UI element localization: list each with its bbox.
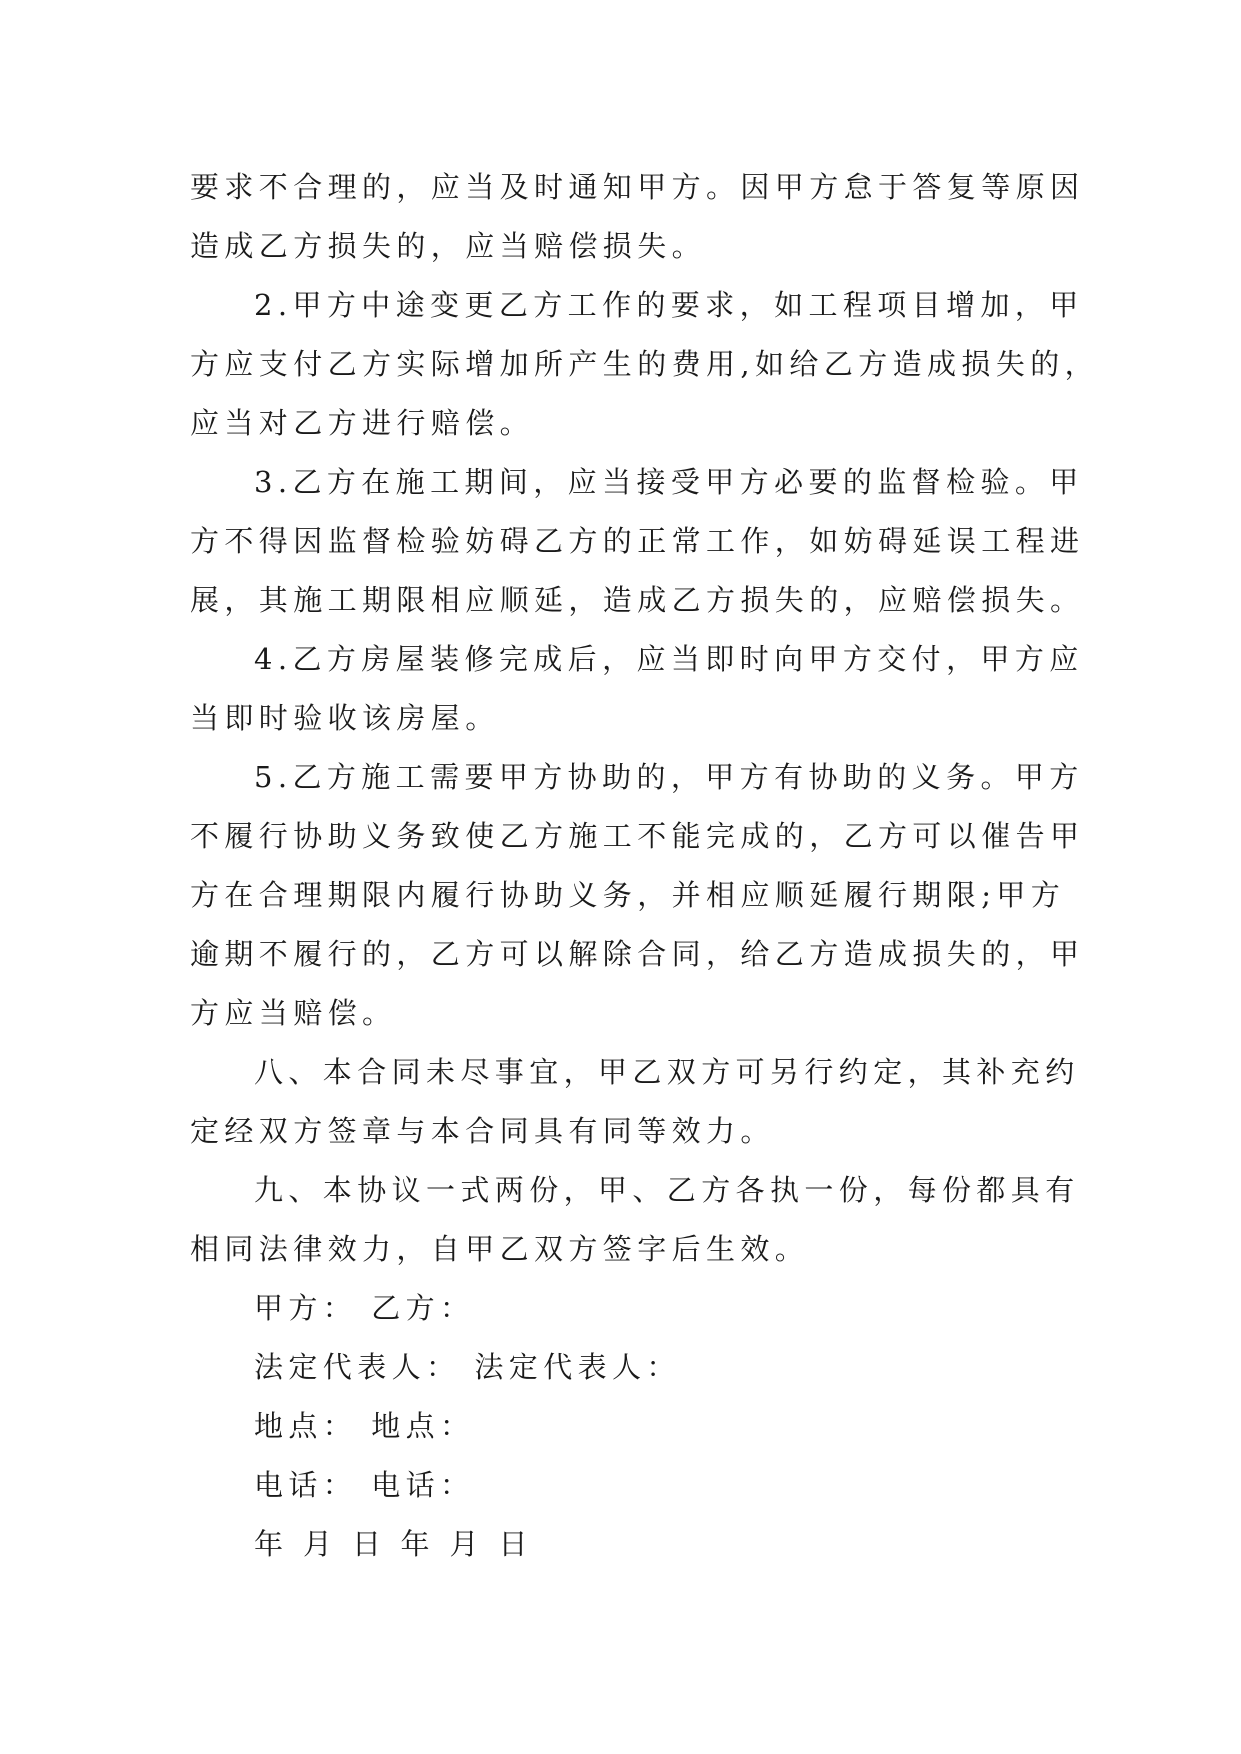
text-line: 方应支付乙方实际增加所产生的费用,如给乙方造成损失的， xyxy=(190,347,1100,381)
text-line: 九、本协议一式两份，甲、乙方各执一份，每份都具有 xyxy=(254,1173,1080,1207)
text-line: 八、本合同未尽事宜，甲乙双方可另行约定，其补充约 xyxy=(254,1055,1080,1089)
text-line: 逾期不履行的，乙方可以解除合同，给乙方造成损失的，甲 xyxy=(190,937,1085,971)
paragraph-clause-4 xyxy=(190,630,1084,748)
signature-place-row xyxy=(190,1397,1070,1456)
text-line: 5.乙方施工需要甲方协助的，甲方有协助的义务。甲方 xyxy=(254,760,1084,794)
phone-b-label: 电话： xyxy=(371,1468,475,1502)
text-line: 4.乙方房屋装修完成后，应当即时向甲方交付，甲方应 xyxy=(254,642,1084,676)
text-line: 2.甲方中途变更乙方工作的要求，如工程项目增加，甲 xyxy=(254,288,1084,322)
paragraph-clause-2 xyxy=(190,276,1100,453)
text-line: 定经双方签章与本合同具有同等效力。 xyxy=(190,1114,775,1148)
paragraph-clause-3 xyxy=(190,453,1085,630)
signature-phone-row xyxy=(190,1456,1070,1515)
text-line: 方在合理期限内履行协助义务，并相应顺延履行期限;甲方 xyxy=(190,878,1066,912)
paragraph-continuation xyxy=(190,158,1085,276)
text-line: 应当对乙方进行赔偿。 xyxy=(190,406,535,440)
document-body xyxy=(190,158,1100,1574)
text-line: 要求不合理的，应当及时通知甲方。因甲方怠于答复等原因 xyxy=(190,170,1085,204)
paragraph-article-9 xyxy=(190,1161,1080,1279)
paragraph-article-8 xyxy=(190,1043,1080,1161)
text-line: 相同法律效力，自甲乙双方签字后生效。 xyxy=(190,1232,810,1266)
text-line: 方应当赔偿。 xyxy=(190,996,397,1030)
paragraph-clause-5 xyxy=(190,748,1085,1043)
date-b-label: 年 月 日 xyxy=(400,1527,533,1561)
party-b-label: 乙方： xyxy=(371,1291,475,1325)
text-line: 造成乙方损失的，应当赔偿损失。 xyxy=(190,229,707,263)
place-b-label: 地点： xyxy=(371,1409,475,1443)
text-line: 方不得因监督检验妨碍乙方的正常工作，如妨碍延误工程进 xyxy=(190,524,1085,558)
signature-representative-row xyxy=(190,1338,1070,1397)
party-a-label: 甲方： xyxy=(254,1291,358,1325)
phone-a-label: 电话： xyxy=(254,1468,358,1502)
text-line: 当即时验收该房屋。 xyxy=(190,701,500,735)
signature-block xyxy=(190,1279,1070,1574)
signature-date-row xyxy=(190,1515,1070,1574)
text-line: 不履行协助义务致使乙方施工不能完成的，乙方可以催告甲 xyxy=(190,819,1085,853)
place-a-label: 地点： xyxy=(254,1409,358,1443)
signature-party-row xyxy=(190,1279,1070,1338)
date-a-label: 年 月 日 xyxy=(254,1527,387,1561)
text-line: 3.乙方在施工期间，应当接受甲方必要的监督检验。甲 xyxy=(254,465,1084,499)
rep-a-label: 法定代表人： xyxy=(254,1350,461,1384)
text-line: 展，其施工期限相应顺延，造成乙方损失的，应赔偿损失。 xyxy=(190,583,1085,617)
rep-b-label: 法定代表人： xyxy=(474,1350,681,1384)
